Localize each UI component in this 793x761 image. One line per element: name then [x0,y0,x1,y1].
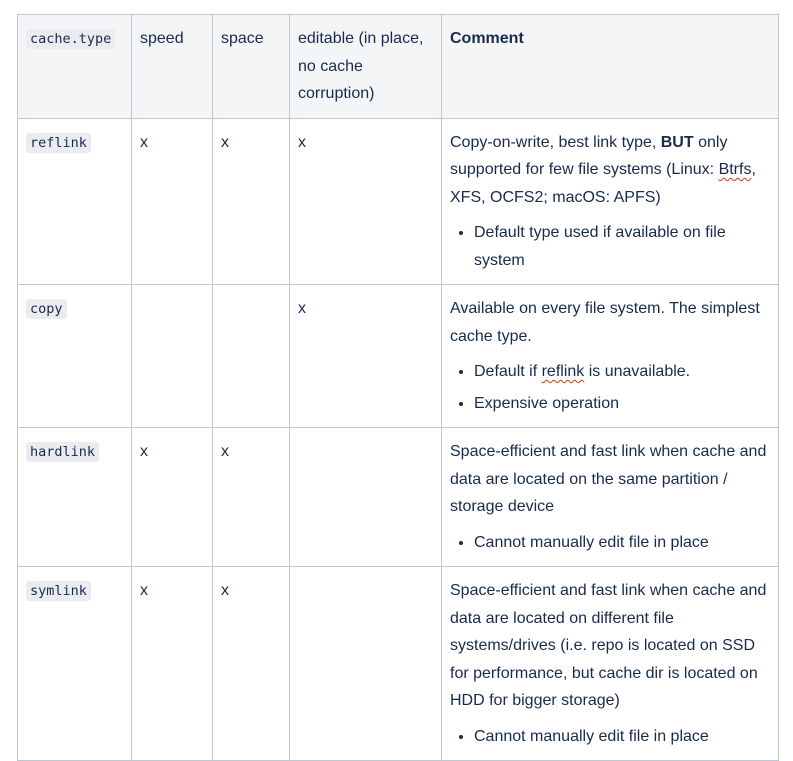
comment-bullets [450,723,770,751]
cell-type [18,428,132,567]
type-code: symlink [26,581,91,601]
bullet-text-part: is unavailable. [584,363,691,380]
cell-type [18,118,132,285]
cell-type [18,567,132,761]
header-speed: speed [132,15,213,119]
cell-space [213,285,290,428]
list-item: • Cannot manually edit file in place [474,723,770,751]
comment-bold: BUT [660,133,694,151]
table-row-hardlink [18,428,779,567]
cell-editable [290,567,442,761]
bullet-text-part: Default if [474,363,542,380]
cell-comment [442,567,779,761]
comment-bullets [450,529,770,557]
comment-bullets [450,358,770,417]
table-row-reflink [18,118,779,285]
type-code: hardlink [26,442,99,462]
list-item [474,358,770,386]
cell-speed: x [132,118,213,285]
comment-text-part: only supported for few file systems (Linux: [450,133,728,178]
table-row-copy [18,285,779,428]
header-comment: Comment [442,15,779,119]
list-item: • Cannot manually edit file in place [474,529,770,557]
comment-text: Available on every file system. The simplest cache type. [450,300,760,345]
cell-comment [442,428,779,567]
comment-text: Space-efficient and fast link when cache and data are located on the same partition / storage device [450,443,767,515]
cache-type-table-container [17,14,779,761]
comment-text: Space-efficient and fast link when cache and data are located on different file systems/drives (i.e. repo is located on SSD for performance, but cache dir is located on HDD for bigger storage) [450,582,767,709]
type-code: copy [26,299,67,319]
cell-editable: x [290,285,442,428]
cell-editable: x [290,118,442,285]
table-header [18,15,779,119]
table-body [18,118,779,761]
cell-space: x [213,428,290,567]
comment-text [450,129,770,212]
cell-type [18,285,132,428]
cell-speed [132,285,213,428]
header-space: space [213,15,290,119]
list-item: • Expensive operation [474,390,770,418]
cell-comment [442,118,779,285]
comment-text-part: , XFS, OCFS2; macOS: APFS) [450,161,756,206]
cache-type-table [17,14,779,761]
cell-speed: x [132,428,213,567]
table-row-symlink [18,567,779,761]
spellcheck-word[interactable]: reflink [541,363,585,380]
header-row [18,15,779,119]
comment-text-part: Copy-on-write, best link type, [450,133,661,151]
comment-bullets [450,219,770,274]
spellcheck-word[interactable]: Btrfs [718,161,752,178]
cell-space: x [213,118,290,285]
header-editable: editable (in place, no cache corruption) [290,15,442,119]
cell-comment [442,285,779,428]
type-code: reflink [26,133,91,153]
cell-editable [290,428,442,567]
cell-speed: x [132,567,213,761]
header-cache-type-code: cache.type [26,29,115,49]
header-cache-type [18,15,132,119]
list-item: • Default type used if available on file system [474,219,770,274]
cell-space: x [213,567,290,761]
